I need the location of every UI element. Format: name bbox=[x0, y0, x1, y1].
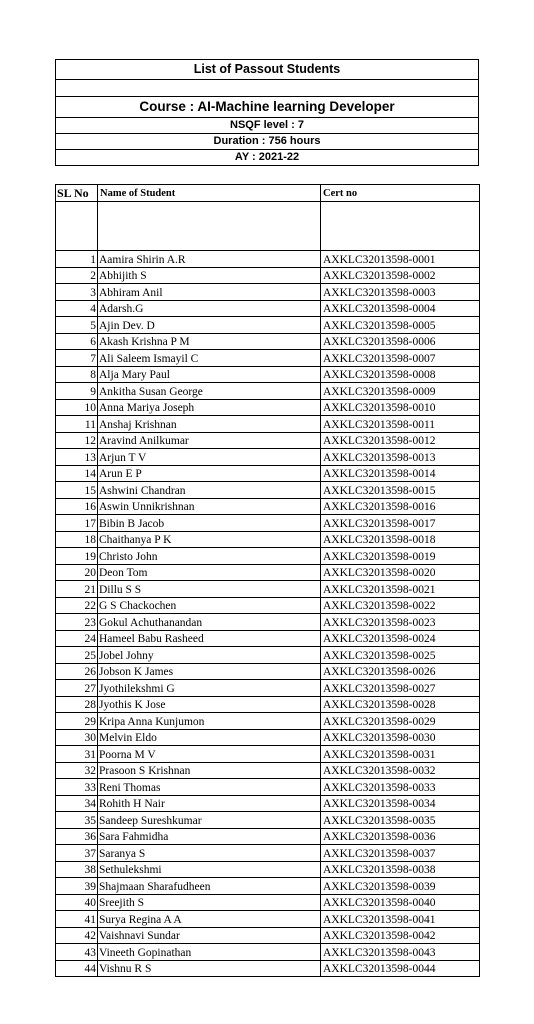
table-row bbox=[56, 762, 480, 779]
student-name-cell: Ashwini Chandran bbox=[98, 482, 321, 499]
table-row bbox=[56, 713, 480, 730]
student-name-cell: Anshaj Krishnan bbox=[98, 416, 321, 433]
sl-no-cell: 36 bbox=[56, 828, 98, 845]
duration: Duration : 756 hours bbox=[56, 134, 479, 150]
spacer-cell bbox=[98, 202, 321, 251]
table-row bbox=[56, 350, 480, 367]
cert-no-cell: AXKLC32013598-0015 bbox=[321, 482, 480, 499]
spacer-cell bbox=[321, 202, 480, 251]
students-table bbox=[55, 184, 480, 977]
sl-no-cell: 10 bbox=[56, 399, 98, 416]
sl-no-cell: 24 bbox=[56, 630, 98, 647]
student-name-cell: G S Chackochen bbox=[98, 597, 321, 614]
sl-no-cell: 26 bbox=[56, 663, 98, 680]
sl-no-cell: 33 bbox=[56, 779, 98, 796]
cert-no-cell: AXKLC32013598-0004 bbox=[321, 300, 480, 317]
table-row bbox=[56, 894, 480, 911]
student-name-cell: Jyothilekshmi G bbox=[98, 680, 321, 697]
sl-no-cell: 41 bbox=[56, 911, 98, 928]
student-name-cell: Aswin Unnikrishnan bbox=[98, 498, 321, 515]
sl-no-cell: 38 bbox=[56, 861, 98, 878]
sl-no-cell: 19 bbox=[56, 548, 98, 565]
table-row bbox=[56, 333, 480, 350]
student-name-cell: Abhijith S bbox=[98, 267, 321, 284]
nsqf-level: NSQF level : 7 bbox=[56, 118, 479, 134]
student-name-cell: Shajmaan Sharafudheen bbox=[98, 878, 321, 895]
table-row bbox=[56, 597, 480, 614]
table-row bbox=[56, 564, 480, 581]
table-row bbox=[56, 465, 480, 482]
table-row bbox=[56, 548, 480, 565]
sl-no-cell: 3 bbox=[56, 284, 98, 301]
student-name-cell: Kripa Anna Kunjumon bbox=[98, 713, 321, 730]
cert-no-cell: AXKLC32013598-0001 bbox=[321, 251, 480, 268]
student-name-cell: Sethulekshmi bbox=[98, 861, 321, 878]
table-row bbox=[56, 746, 480, 763]
header-table bbox=[55, 59, 479, 166]
table-row bbox=[56, 482, 480, 499]
sl-no-cell: 30 bbox=[56, 729, 98, 746]
table-row bbox=[56, 927, 480, 944]
table-row bbox=[56, 944, 480, 961]
column-header-cert-no: Cert no bbox=[321, 185, 480, 202]
table-row bbox=[56, 696, 480, 713]
sl-no-cell: 42 bbox=[56, 927, 98, 944]
table-row bbox=[56, 614, 480, 631]
sl-no-cell: 1 bbox=[56, 251, 98, 268]
table-row bbox=[56, 284, 480, 301]
column-header-name: Name of Student bbox=[98, 185, 321, 202]
student-name-cell: Reni Thomas bbox=[98, 779, 321, 796]
sl-no-cell: 17 bbox=[56, 515, 98, 532]
table-row bbox=[56, 828, 480, 845]
student-name-cell: Melvin Eldo bbox=[98, 729, 321, 746]
sl-no-cell: 12 bbox=[56, 432, 98, 449]
course-name: Course : AI-Machine learning Developer bbox=[56, 97, 479, 118]
cert-no-cell: AXKLC32013598-0010 bbox=[321, 399, 480, 416]
cert-no-cell: AXKLC32013598-0032 bbox=[321, 762, 480, 779]
table-row bbox=[56, 531, 480, 548]
sl-no-cell: 14 bbox=[56, 465, 98, 482]
cert-no-cell: AXKLC32013598-0011 bbox=[321, 416, 480, 433]
cert-no-cell: AXKLC32013598-0016 bbox=[321, 498, 480, 515]
sl-no-cell: 13 bbox=[56, 449, 98, 466]
cert-no-cell: AXKLC32013598-0022 bbox=[321, 597, 480, 614]
student-name-cell: Poorna M V bbox=[98, 746, 321, 763]
table-row bbox=[56, 878, 480, 895]
cert-no-cell: AXKLC32013598-0023 bbox=[321, 614, 480, 631]
table-row bbox=[56, 515, 480, 532]
cert-no-cell: AXKLC32013598-0005 bbox=[321, 317, 480, 334]
sl-no-cell: 43 bbox=[56, 944, 98, 961]
cert-no-cell: AXKLC32013598-0021 bbox=[321, 581, 480, 598]
student-name-cell: Arjun T V bbox=[98, 449, 321, 466]
table-row bbox=[56, 779, 480, 796]
table-row bbox=[56, 911, 480, 928]
sl-no-cell: 25 bbox=[56, 647, 98, 664]
cert-no-cell: AXKLC32013598-0007 bbox=[321, 350, 480, 367]
student-name-cell: Sara Fahmidha bbox=[98, 828, 321, 845]
student-name-cell: Saranya S bbox=[98, 845, 321, 862]
column-header-sl-no: SL No bbox=[56, 185, 98, 202]
sl-no-cell: 35 bbox=[56, 812, 98, 829]
sl-no-cell: 44 bbox=[56, 960, 98, 977]
sl-no-cell: 20 bbox=[56, 564, 98, 581]
student-name-cell: Anna Mariya Joseph bbox=[98, 399, 321, 416]
cert-no-cell: AXKLC32013598-0041 bbox=[321, 911, 480, 928]
table-row bbox=[56, 795, 480, 812]
sl-no-cell: 28 bbox=[56, 696, 98, 713]
spacer-cell bbox=[56, 202, 98, 251]
cert-no-cell: AXKLC32013598-0027 bbox=[321, 680, 480, 697]
student-name-cell: Sreejith S bbox=[98, 894, 321, 911]
table-row bbox=[56, 663, 480, 680]
cert-no-cell: AXKLC32013598-0006 bbox=[321, 333, 480, 350]
cert-no-cell: AXKLC32013598-0042 bbox=[321, 927, 480, 944]
sl-no-cell: 11 bbox=[56, 416, 98, 433]
student-name-cell: Jobel Johny bbox=[98, 647, 321, 664]
cert-no-cell: AXKLC32013598-0028 bbox=[321, 696, 480, 713]
cert-no-cell: AXKLC32013598-0031 bbox=[321, 746, 480, 763]
table-row bbox=[56, 300, 480, 317]
student-name-cell: Vishnu R S bbox=[98, 960, 321, 977]
table-row bbox=[56, 416, 480, 433]
student-name-cell: Deon Tom bbox=[98, 564, 321, 581]
cert-no-cell: AXKLC32013598-0002 bbox=[321, 267, 480, 284]
student-name-cell: Ajin Dev. D bbox=[98, 317, 321, 334]
table-row bbox=[56, 647, 480, 664]
cert-no-cell: AXKLC32013598-0025 bbox=[321, 647, 480, 664]
sl-no-cell: 15 bbox=[56, 482, 98, 499]
table-row bbox=[56, 399, 480, 416]
cert-no-cell: AXKLC32013598-0020 bbox=[321, 564, 480, 581]
student-name-cell: Jyothis K Jose bbox=[98, 696, 321, 713]
sl-no-cell: 40 bbox=[56, 894, 98, 911]
sl-no-cell: 39 bbox=[56, 878, 98, 895]
cert-no-cell: AXKLC32013598-0035 bbox=[321, 812, 480, 829]
student-name-cell: Hameel Babu Rasheed bbox=[98, 630, 321, 647]
cert-no-cell: AXKLC32013598-0017 bbox=[321, 515, 480, 532]
table-row bbox=[56, 383, 480, 400]
student-name-cell: Bibin B Jacob bbox=[98, 515, 321, 532]
table-row bbox=[56, 498, 480, 515]
cert-no-cell: AXKLC32013598-0012 bbox=[321, 432, 480, 449]
table-row bbox=[56, 861, 480, 878]
academic-year: AY : 2021-22 bbox=[56, 150, 479, 166]
cert-no-cell: AXKLC32013598-0009 bbox=[321, 383, 480, 400]
cert-no-cell: AXKLC32013598-0030 bbox=[321, 729, 480, 746]
student-name-cell: Abhiram Anil bbox=[98, 284, 321, 301]
cert-no-cell: AXKLC32013598-0014 bbox=[321, 465, 480, 482]
student-name-cell: Ali Saleem Ismayil C bbox=[98, 350, 321, 367]
table-row bbox=[56, 366, 480, 383]
cert-no-cell: AXKLC32013598-0040 bbox=[321, 894, 480, 911]
table-row bbox=[56, 267, 480, 284]
sl-no-cell: 34 bbox=[56, 795, 98, 812]
student-name-cell: Aamira Shirin A.R bbox=[98, 251, 321, 268]
student-name-cell: Aravind Anilkumar bbox=[98, 432, 321, 449]
table-row bbox=[56, 845, 480, 862]
cert-no-cell: AXKLC32013598-0029 bbox=[321, 713, 480, 730]
cert-no-cell: AXKLC32013598-0036 bbox=[321, 828, 480, 845]
sl-no-cell: 9 bbox=[56, 383, 98, 400]
sl-no-cell: 5 bbox=[56, 317, 98, 334]
sl-no-cell: 21 bbox=[56, 581, 98, 598]
cert-no-cell: AXKLC32013598-0008 bbox=[321, 366, 480, 383]
table-row bbox=[56, 729, 480, 746]
sl-no-cell: 6 bbox=[56, 333, 98, 350]
cert-no-cell: AXKLC32013598-0038 bbox=[321, 861, 480, 878]
table-row bbox=[56, 581, 480, 598]
cert-no-cell: AXKLC32013598-0026 bbox=[321, 663, 480, 680]
table-spacer-row bbox=[56, 202, 480, 251]
table-row bbox=[56, 432, 480, 449]
cert-no-cell: AXKLC32013598-0024 bbox=[321, 630, 480, 647]
table-row bbox=[56, 449, 480, 466]
page-title: List of Passout Students bbox=[56, 60, 479, 80]
student-name-cell: Akash Krishna P M bbox=[98, 333, 321, 350]
student-name-cell: Gokul Achuthanandan bbox=[98, 614, 321, 631]
cert-no-cell: AXKLC32013598-0043 bbox=[321, 944, 480, 961]
student-name-cell: Vaishnavi Sundar bbox=[98, 927, 321, 944]
sl-no-cell: 16 bbox=[56, 498, 98, 515]
sl-no-cell: 29 bbox=[56, 713, 98, 730]
sl-no-cell: 22 bbox=[56, 597, 98, 614]
cert-no-cell: AXKLC32013598-0037 bbox=[321, 845, 480, 862]
sl-no-cell: 8 bbox=[56, 366, 98, 383]
cert-no-cell: AXKLC32013598-0018 bbox=[321, 531, 480, 548]
student-name-cell: Dillu S S bbox=[98, 581, 321, 598]
student-name-cell: Rohith H Nair bbox=[98, 795, 321, 812]
cert-no-cell: AXKLC32013598-0034 bbox=[321, 795, 480, 812]
cert-no-cell: AXKLC32013598-0003 bbox=[321, 284, 480, 301]
table-row bbox=[56, 317, 480, 334]
table-row bbox=[56, 630, 480, 647]
student-name-cell: Arun E P bbox=[98, 465, 321, 482]
student-name-cell: Vineeth Gopinathan bbox=[98, 944, 321, 961]
sl-no-cell: 27 bbox=[56, 680, 98, 697]
sl-no-cell: 2 bbox=[56, 267, 98, 284]
cert-no-cell: AXKLC32013598-0013 bbox=[321, 449, 480, 466]
student-name-cell: Sandeep Sureshkumar bbox=[98, 812, 321, 829]
student-name-cell: Christo John bbox=[98, 548, 321, 565]
sl-no-cell: 32 bbox=[56, 762, 98, 779]
sl-no-cell: 23 bbox=[56, 614, 98, 631]
student-name-cell: Jobson K James bbox=[98, 663, 321, 680]
cert-no-cell: AXKLC32013598-0019 bbox=[321, 548, 480, 565]
student-name-cell: Chaithanya P K bbox=[98, 531, 321, 548]
sl-no-cell: 7 bbox=[56, 350, 98, 367]
sl-no-cell: 31 bbox=[56, 746, 98, 763]
student-name-cell: Alja Mary Paul bbox=[98, 366, 321, 383]
student-name-cell: Adarsh.G bbox=[98, 300, 321, 317]
student-name-cell: Surya Regina A A bbox=[98, 911, 321, 928]
sl-no-cell: 4 bbox=[56, 300, 98, 317]
table-row bbox=[56, 960, 480, 977]
table-row bbox=[56, 812, 480, 829]
cert-no-cell: AXKLC32013598-0039 bbox=[321, 878, 480, 895]
cert-no-cell: AXKLC32013598-0044 bbox=[321, 960, 480, 977]
sl-no-cell: 18 bbox=[56, 531, 98, 548]
student-name-cell: Ankitha Susan George bbox=[98, 383, 321, 400]
sl-no-cell: 37 bbox=[56, 845, 98, 862]
cert-no-cell: AXKLC32013598-0033 bbox=[321, 779, 480, 796]
table-row bbox=[56, 680, 480, 697]
table-header-row bbox=[56, 185, 480, 202]
student-name-cell: Prasoon S Krishnan bbox=[98, 762, 321, 779]
header-blank-row bbox=[56, 80, 479, 97]
table-row bbox=[56, 251, 480, 268]
